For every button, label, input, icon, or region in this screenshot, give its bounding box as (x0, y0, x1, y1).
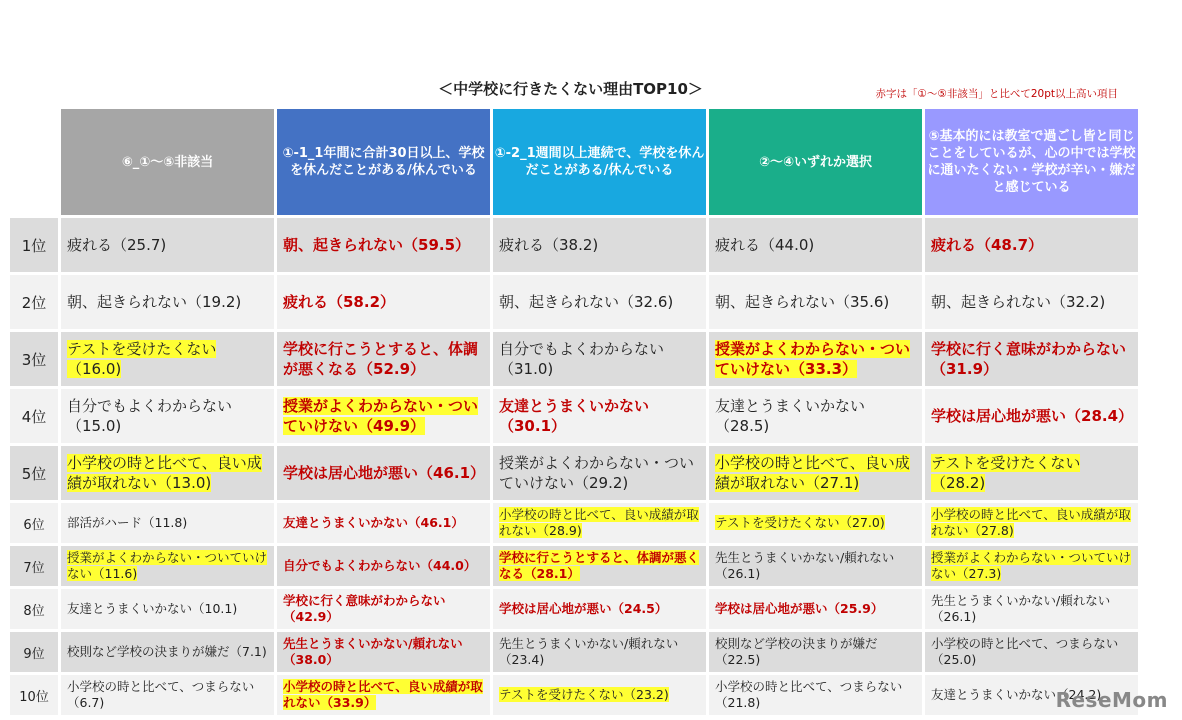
table-cell (925, 632, 1138, 672)
table-cell (277, 275, 490, 329)
reason-text: 自分でもよくわからない（31.0) (499, 340, 665, 378)
reason-text: 授業がよくわからない・ついていけない（49.9） (283, 397, 479, 435)
reason-text: 朝、起きられない（19.2) (67, 293, 242, 311)
table-cell (277, 546, 490, 586)
table-cell (925, 275, 1138, 329)
reason-text: 授業がよくわからない・ついていけない（29.2) (499, 454, 695, 492)
reason-text: 小学校の時と比べて、つまらない（6.7) (67, 679, 255, 710)
reason-text: 学校は居心地が悪い（24.5） (499, 601, 668, 616)
reason-text: 授業がよくわからない・ついていけない（33.3） (715, 340, 911, 378)
reason-text: 朝、起きられない（35.6) (715, 293, 890, 311)
table-cell (277, 332, 490, 386)
reason-text: 友達とうまくいかない（28.5) (715, 397, 866, 435)
reason-text: テストを受けたくない（28.2) (931, 454, 1081, 492)
rank-label: 10位 (10, 675, 58, 715)
table-cell (277, 589, 490, 629)
rank-label: 1位 (10, 218, 58, 272)
reason-text: 小学校の時と比べて、良い成績が取れない（27.8) (931, 507, 1131, 538)
reason-text: 朝、起きられない（32.6) (499, 293, 674, 311)
page-title: ＜中学校に行きたくない理由TOP10＞ (438, 80, 703, 98)
table-cell (709, 218, 922, 272)
watermark-logo: ReseMom (1055, 688, 1168, 712)
table-cell (61, 446, 274, 500)
table-row (10, 332, 1138, 386)
reason-text: 自分でもよくわからない（44.0） (283, 558, 477, 573)
table-cell (709, 675, 922, 715)
table-cell (61, 589, 274, 629)
rank-label: 4位 (10, 389, 58, 443)
table-cell (493, 389, 706, 443)
table-cell (493, 589, 706, 629)
reason-text: 学校は居心地が悪い（28.4） (931, 407, 1134, 425)
header-row (10, 109, 1138, 215)
table-cell (925, 503, 1138, 543)
table-cell (709, 332, 922, 386)
reason-text: 先生とうまくいかない/頼れない（26.1) (931, 593, 1111, 624)
reason-text: テストを受けたくない（27.0) (715, 515, 885, 530)
column-header: ⑥_①～⑤非該当 (61, 109, 274, 215)
corner-cell (10, 109, 58, 215)
table-cell (925, 589, 1138, 629)
column-header: ②～④いずれか選択 (709, 109, 922, 215)
table-cell (61, 218, 274, 272)
table-cell (709, 389, 922, 443)
reason-text: 友達とうまくいかない（30.1） (499, 397, 650, 435)
table-cell (493, 546, 706, 586)
table-row (10, 446, 1138, 500)
table-cell (925, 218, 1138, 272)
column-header: ①-2_1週間以上連続で、学校を休んだことがある/休んでいる (493, 109, 706, 215)
table-cell (61, 632, 274, 672)
reason-text: 先生とうまくいかない/頼れない（23.4) (499, 636, 679, 667)
reason-text: 小学校の時と比べて、良い成績が取れない（33.9） (283, 679, 483, 710)
rank-label: 9位 (10, 632, 58, 672)
reason-text: 学校に行く意味がわからない（31.9） (931, 340, 1127, 378)
reason-text: 先生とうまくいかない/頼れない（26.1) (715, 550, 895, 581)
table-cell (61, 675, 274, 715)
rank-label: 5位 (10, 446, 58, 500)
reason-text: 疲れる（44.0) (715, 236, 815, 254)
table-row (10, 632, 1138, 672)
rank-label: 3位 (10, 332, 58, 386)
table-row (10, 275, 1138, 329)
table-cell (493, 275, 706, 329)
table-cell (61, 389, 274, 443)
rank-label: 6位 (10, 503, 58, 543)
table-row (10, 503, 1138, 543)
table-cell (709, 546, 922, 586)
table-row (10, 589, 1138, 629)
table-row (10, 389, 1138, 443)
table-cell (277, 389, 490, 443)
reason-text: 疲れる（25.7) (67, 236, 167, 254)
rank-label: 2位 (10, 275, 58, 329)
rank-label: 7位 (10, 546, 58, 586)
reason-text: 自分でもよくわからない（15.0) (67, 397, 233, 435)
table-row (10, 218, 1138, 272)
table-cell (709, 589, 922, 629)
table-cell (61, 275, 274, 329)
reason-text: 先生とうまくいかない/頼れない（38.0） (283, 636, 463, 667)
reason-text: 朝、起きられない（59.5） (283, 236, 471, 254)
table-cell (709, 503, 922, 543)
reason-text: 友達とうまくいかない（24.2) (931, 687, 1102, 702)
reason-text: 学校は居心地が悪い（46.1） (283, 464, 486, 482)
table-cell (61, 546, 274, 586)
reason-text: 校則など学校の決まりが嫌だ（7.1) (67, 644, 267, 659)
reason-text: 部活がハード（11.8) (67, 515, 188, 530)
table-cell (61, 332, 274, 386)
table-cell (277, 632, 490, 672)
table-cell (277, 218, 490, 272)
reason-text: 授業がよくわからない・ついていけない（27.3) (931, 550, 1132, 581)
reason-text: 小学校の時と比べて、良い成績が取れない（27.1) (715, 454, 910, 492)
reason-text: 小学校の時と比べて、良い成績が取れない（28.9) (499, 507, 699, 538)
table-cell (61, 503, 274, 543)
reason-text: 小学校の時と比べて、つまらない（25.0) (931, 636, 1119, 667)
reason-text: 小学校の時と比べて、良い成績が取れない（13.0) (67, 454, 262, 492)
reason-text: 友達とうまくいかない（10.1) (67, 601, 238, 616)
table-cell (493, 675, 706, 715)
table-cell (709, 275, 922, 329)
reason-text: 学校に行こうとすると、体調が悪くなる（28.1） (499, 550, 700, 581)
table-cell (493, 218, 706, 272)
column-header: ①-1_1年間に合計30日以上、学校を休んだことがある/休んでいる (277, 109, 490, 215)
table-cell (493, 632, 706, 672)
reason-text: 小学校の時と比べて、つまらない（21.8) (715, 679, 903, 710)
column-header: ⑤基本的には教室で過ごし皆と同じことをしているが、心の中では学校に通いたくない・学校が辛い・嫌だと感じている (925, 109, 1138, 215)
reason-text: 授業がよくわからない・ついていけない（11.6) (67, 550, 268, 581)
reason-text: テストを受けたくない（16.0) (67, 340, 217, 378)
legend-note: 赤字は「①～⑤非該当」と比べて20pt以上高い項目 (875, 88, 1118, 100)
reason-text: 学校は居心地が悪い（25.9） (715, 601, 884, 616)
table-cell (709, 632, 922, 672)
reason-text: 朝、起きられない（32.2) (931, 293, 1106, 311)
table-cell (925, 389, 1138, 443)
table-cell (709, 446, 922, 500)
table-cell (277, 675, 490, 715)
rank-label: 8位 (10, 589, 58, 629)
reason-text: 学校に行こうとすると、体調が悪くなる（52.9） (283, 340, 479, 378)
reason-text: 疲れる（48.7） (931, 236, 1044, 254)
table-cell (277, 503, 490, 543)
table-cell (925, 332, 1138, 386)
table-cell (493, 503, 706, 543)
table-cell (493, 332, 706, 386)
table-cell (493, 446, 706, 500)
ranking-table (7, 106, 1141, 718)
table-cell (277, 446, 490, 500)
table-cell (925, 446, 1138, 500)
reason-text: 友達とうまくいかない（46.1） (283, 515, 464, 530)
table-cell (925, 546, 1138, 586)
reason-text: 疲れる（58.2） (283, 293, 396, 311)
reason-text: 疲れる（38.2) (499, 236, 599, 254)
table-row (10, 546, 1138, 586)
reason-text: 校則など学校の決まりが嫌だ（22.5) (715, 636, 878, 667)
reason-text: 学校に行く意味がわからない（42.9） (283, 593, 446, 624)
reason-text: テストを受けたくない（23.2) (499, 687, 669, 702)
table-row (10, 675, 1138, 715)
